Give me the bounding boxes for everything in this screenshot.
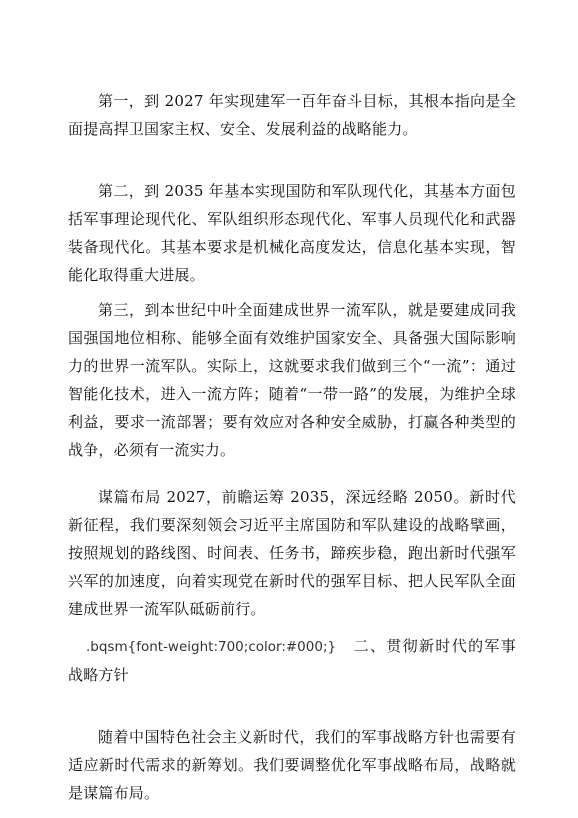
paragraph-third-goal: 第三，到本世纪中叶全面建成世界一流军队，就是要建成同我国强国地位相称、能够全面有效维护国家安全、具备强大国际影响力的世界一流军队。实际上，这就要求我们做到三个“一流”：通过智能化技术，进入一流方阵；随着“一带一路”的发展，为维护全球利益，要求一流部署；要有效应对各种安全威胁，打赢各种类型的战争，必须有一流实力。 <box>68 301 516 459</box>
paragraph-strategy: 随着中国特色社会主义新时代，我们的军事战略方针也需要有适应新时代需求的新筹划。我们要调整优化军事战略布局，战略就是谋篇布局。 <box>68 728 516 802</box>
heading-css-leak: .bqsm{font-weight:700;color:#000;} <box>86 639 337 655</box>
section-heading <box>68 632 516 689</box>
heading-text: 二、贯彻新时代的军事战略方针 <box>68 637 516 684</box>
paragraph-first-goal: 第一，到 2027 年实现建军一百年奋斗目标，其根本指向是全面提高捍卫国家主权、安全、发展利益的战略能力。 <box>68 92 516 138</box>
paragraph-summary: 谋篇布局 2027，前瞻运筹 2035，深远经略 2050。新时代新征程，我们要深刻领会习近平主席国防和军队建设的战略擘画，按照规划的路线图、时间表、任务书，蹄疾步稳，跑出新时代强军兴军的加速度，向着实现党在新时代的强军目标、把人民军队全面建成世界一流军队砥砺前行。 <box>68 488 516 618</box>
paragraph-second-goal: 第二，到 2035 年基本实现国防和军队现代化，其基本方面包括军事理论现代化、军队组织形态现代化、军事人员现代化和武器装备现代化。其基本要求是机械化高度发达，信息化基本实现，智能化取得重大进展。 <box>68 182 516 284</box>
